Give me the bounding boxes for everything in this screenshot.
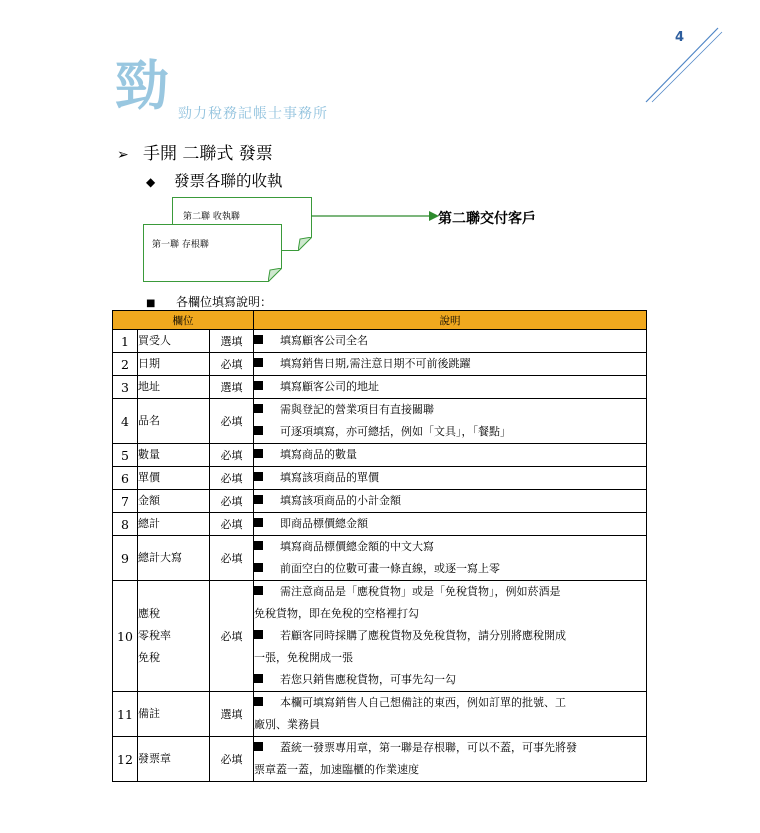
field-description (254, 376, 647, 399)
table-row (113, 513, 647, 536)
description-text: 填寫該項商品的單價 (280, 471, 380, 484)
requirement-status: 必填 (210, 467, 254, 490)
description-text: 需與登記的營業項目有直接關聯 (280, 403, 435, 416)
requirement-status: 選填 (210, 330, 254, 353)
field-name-text: 總計大寫 (138, 551, 182, 564)
header-description-column: 說明 (254, 311, 647, 330)
subsection-heading-text: 發票各聯的收執 (174, 172, 283, 190)
description-item (254, 536, 646, 558)
description-item (254, 513, 646, 535)
description-item (254, 376, 646, 398)
field-description (254, 490, 647, 513)
field-name-text: 零稅率 (138, 629, 171, 642)
field-name (138, 467, 210, 490)
description-item (254, 353, 646, 375)
row-number: 11 (113, 692, 138, 737)
arrow-bullet-icon: ➢ (117, 147, 129, 163)
field-description (254, 330, 647, 353)
square-bullet-icon (254, 381, 263, 390)
fields-heading (146, 293, 272, 310)
table-row (113, 467, 647, 490)
field-description (254, 467, 647, 490)
row-number: 1 (113, 330, 138, 353)
table-row (113, 399, 647, 444)
copy2-card-label: 第二聯 收執聯 (183, 212, 240, 222)
description-text: 填寫顧客公司的地址 (280, 380, 380, 393)
description-text: 填寫銷售日期,需注意日期不可前後跳躍 (280, 357, 471, 370)
row-number: 5 (113, 444, 138, 467)
square-bullet-icon (254, 563, 263, 572)
field-description (254, 513, 647, 536)
row-number: 8 (113, 513, 138, 536)
field-name (138, 513, 210, 536)
description-text: 即商品標價總金額 (280, 517, 369, 530)
requirement-status: 必填 (210, 536, 254, 581)
description-item (254, 399, 646, 421)
arrow-icon (311, 208, 441, 224)
table-row (113, 376, 647, 399)
requirement-status: 必填 (210, 581, 254, 692)
description-item (254, 558, 646, 580)
square-bullet-icon (254, 586, 263, 595)
fields-heading-text: 各欄位填寫說明： (176, 295, 273, 309)
field-name-text: 品名 (138, 414, 160, 427)
square-bullet-icon (254, 426, 263, 435)
table-row (113, 581, 647, 692)
subsection-heading (146, 169, 283, 191)
field-name (138, 737, 210, 782)
description-item (254, 444, 646, 466)
description-item (254, 490, 646, 512)
square-bullet-icon: ■ (146, 298, 156, 309)
field-name-text: 地址 (138, 380, 160, 393)
svg-text:勁: 勁 (115, 54, 169, 112)
square-bullet-icon (254, 630, 263, 639)
diamond-bullet-icon: ◆ (146, 175, 156, 189)
table-row (113, 444, 647, 467)
field-description (254, 399, 647, 444)
field-name-text: 備註 (138, 707, 160, 720)
description-item (254, 581, 646, 625)
requirement-status: 必填 (210, 399, 254, 444)
field-description (254, 536, 647, 581)
corner-decoration (640, 22, 730, 112)
field-name-text: 發票章 (138, 752, 171, 765)
field-name-text: 免稅 (138, 651, 160, 664)
description-text: 若您只銷售應稅貨物，可事先勾一勾 (280, 673, 457, 686)
copy1-stub-card (143, 224, 282, 282)
square-bullet-icon (254, 495, 263, 504)
description-text: 可逐項填寫，亦可總括，例如「文具」，「餐點」 (280, 425, 512, 438)
table-header-row (113, 311, 647, 330)
square-bullet-icon (254, 449, 263, 458)
field-name (138, 536, 210, 581)
row-number: 2 (113, 353, 138, 376)
row-number: 6 (113, 467, 138, 490)
square-bullet-icon (254, 697, 263, 706)
row-number: 10 (113, 581, 138, 692)
header-field-column: 欄位 (113, 311, 254, 330)
description-text: 前面空白的位數可畫一條直線，或逐一寫上零 (280, 562, 501, 575)
description-item (254, 467, 646, 489)
field-description (254, 444, 647, 467)
row-number: 7 (113, 490, 138, 513)
description-text: 需注意商品是「應稅貨物」或是「免稅貨物」，例如菸酒是 免稅貨物，即在免稅的空格裡打勾 (254, 585, 561, 620)
description-item (254, 737, 646, 781)
table-row (113, 490, 647, 513)
field-name (138, 490, 210, 513)
description-text: 填寫顧客公司全名 (280, 334, 369, 347)
folded-corner-icon (268, 268, 282, 282)
field-name-text: 單價 (138, 471, 160, 484)
table-row (113, 330, 647, 353)
field-name-text: 應稅 (138, 607, 160, 620)
requirement-status: 必填 (210, 513, 254, 536)
field-name (138, 353, 210, 376)
row-number: 4 (113, 399, 138, 444)
description-item (254, 692, 646, 736)
table-row (113, 353, 647, 376)
description-item (254, 669, 646, 691)
row-number: 3 (113, 376, 138, 399)
field-name (138, 330, 210, 353)
folded-corner-icon (298, 237, 312, 251)
requirement-status: 選填 (210, 376, 254, 399)
row-number: 12 (113, 737, 138, 782)
square-bullet-icon (254, 472, 263, 481)
field-description (254, 737, 647, 782)
requirement-status: 必填 (210, 737, 254, 782)
field-description (254, 353, 647, 376)
description-text: 本欄可填寫銷售人自己想備註的東西，例如訂單的批號、工 廠別、業務員 (254, 696, 567, 731)
description-item (254, 330, 646, 352)
square-bullet-icon (254, 404, 263, 413)
square-bullet-icon (254, 518, 263, 527)
field-name (138, 376, 210, 399)
square-bullet-icon (254, 541, 263, 550)
description-text: 填寫該項商品的小計金額 (280, 494, 402, 507)
section-heading (117, 139, 273, 164)
field-name-text: 總計 (138, 517, 160, 530)
requirement-status: 選填 (210, 692, 254, 737)
square-bullet-icon (254, 335, 263, 344)
description-text: 若顧客同時採購了應稅貨物及免稅貨物，請分別將應稅開成 一張，免稅開成一張 (254, 629, 567, 664)
description-text: 蓋統一發票專用章，第一聯是存根聯，可以不蓋，可事先將發 票章蓋一蓋，加速臨櫃的作業速度 (254, 741, 578, 776)
field-name (138, 692, 210, 737)
field-description (254, 692, 647, 737)
table-row (113, 737, 647, 782)
company-logo-mark (115, 52, 175, 112)
square-bullet-icon (254, 742, 263, 751)
description-item (254, 625, 646, 669)
field-name-text: 數量 (138, 448, 160, 461)
field-name-text: 金額 (138, 494, 160, 507)
square-bullet-icon (254, 358, 263, 367)
page-number: 4 (675, 30, 685, 45)
description-text: 填寫商品標價總金額的中文大寫 (280, 540, 435, 553)
field-name (138, 399, 210, 444)
field-name (138, 444, 210, 467)
table-row (113, 536, 647, 581)
square-bullet-icon (254, 674, 263, 683)
section-heading-text: 手開 二聯式 發票 (143, 144, 273, 164)
copy2-delivery-label: 第二聯交付客戶 (438, 211, 536, 227)
description-text: 填寫商品的數量 (280, 448, 358, 461)
table-row (113, 692, 647, 737)
copy1-card-label: 第一聯 存根聯 (152, 240, 209, 250)
requirement-status: 必填 (210, 444, 254, 467)
field-name (138, 581, 210, 692)
row-number: 9 (113, 536, 138, 581)
company-name: 勁力稅務記帳士事務所 (178, 106, 328, 122)
field-instructions-table (112, 310, 647, 782)
requirement-status: 必填 (210, 353, 254, 376)
requirement-status: 必填 (210, 490, 254, 513)
field-description (254, 581, 647, 692)
field-name-text: 買受人 (138, 334, 171, 347)
description-item (254, 421, 646, 443)
field-name-text: 日期 (138, 357, 160, 370)
